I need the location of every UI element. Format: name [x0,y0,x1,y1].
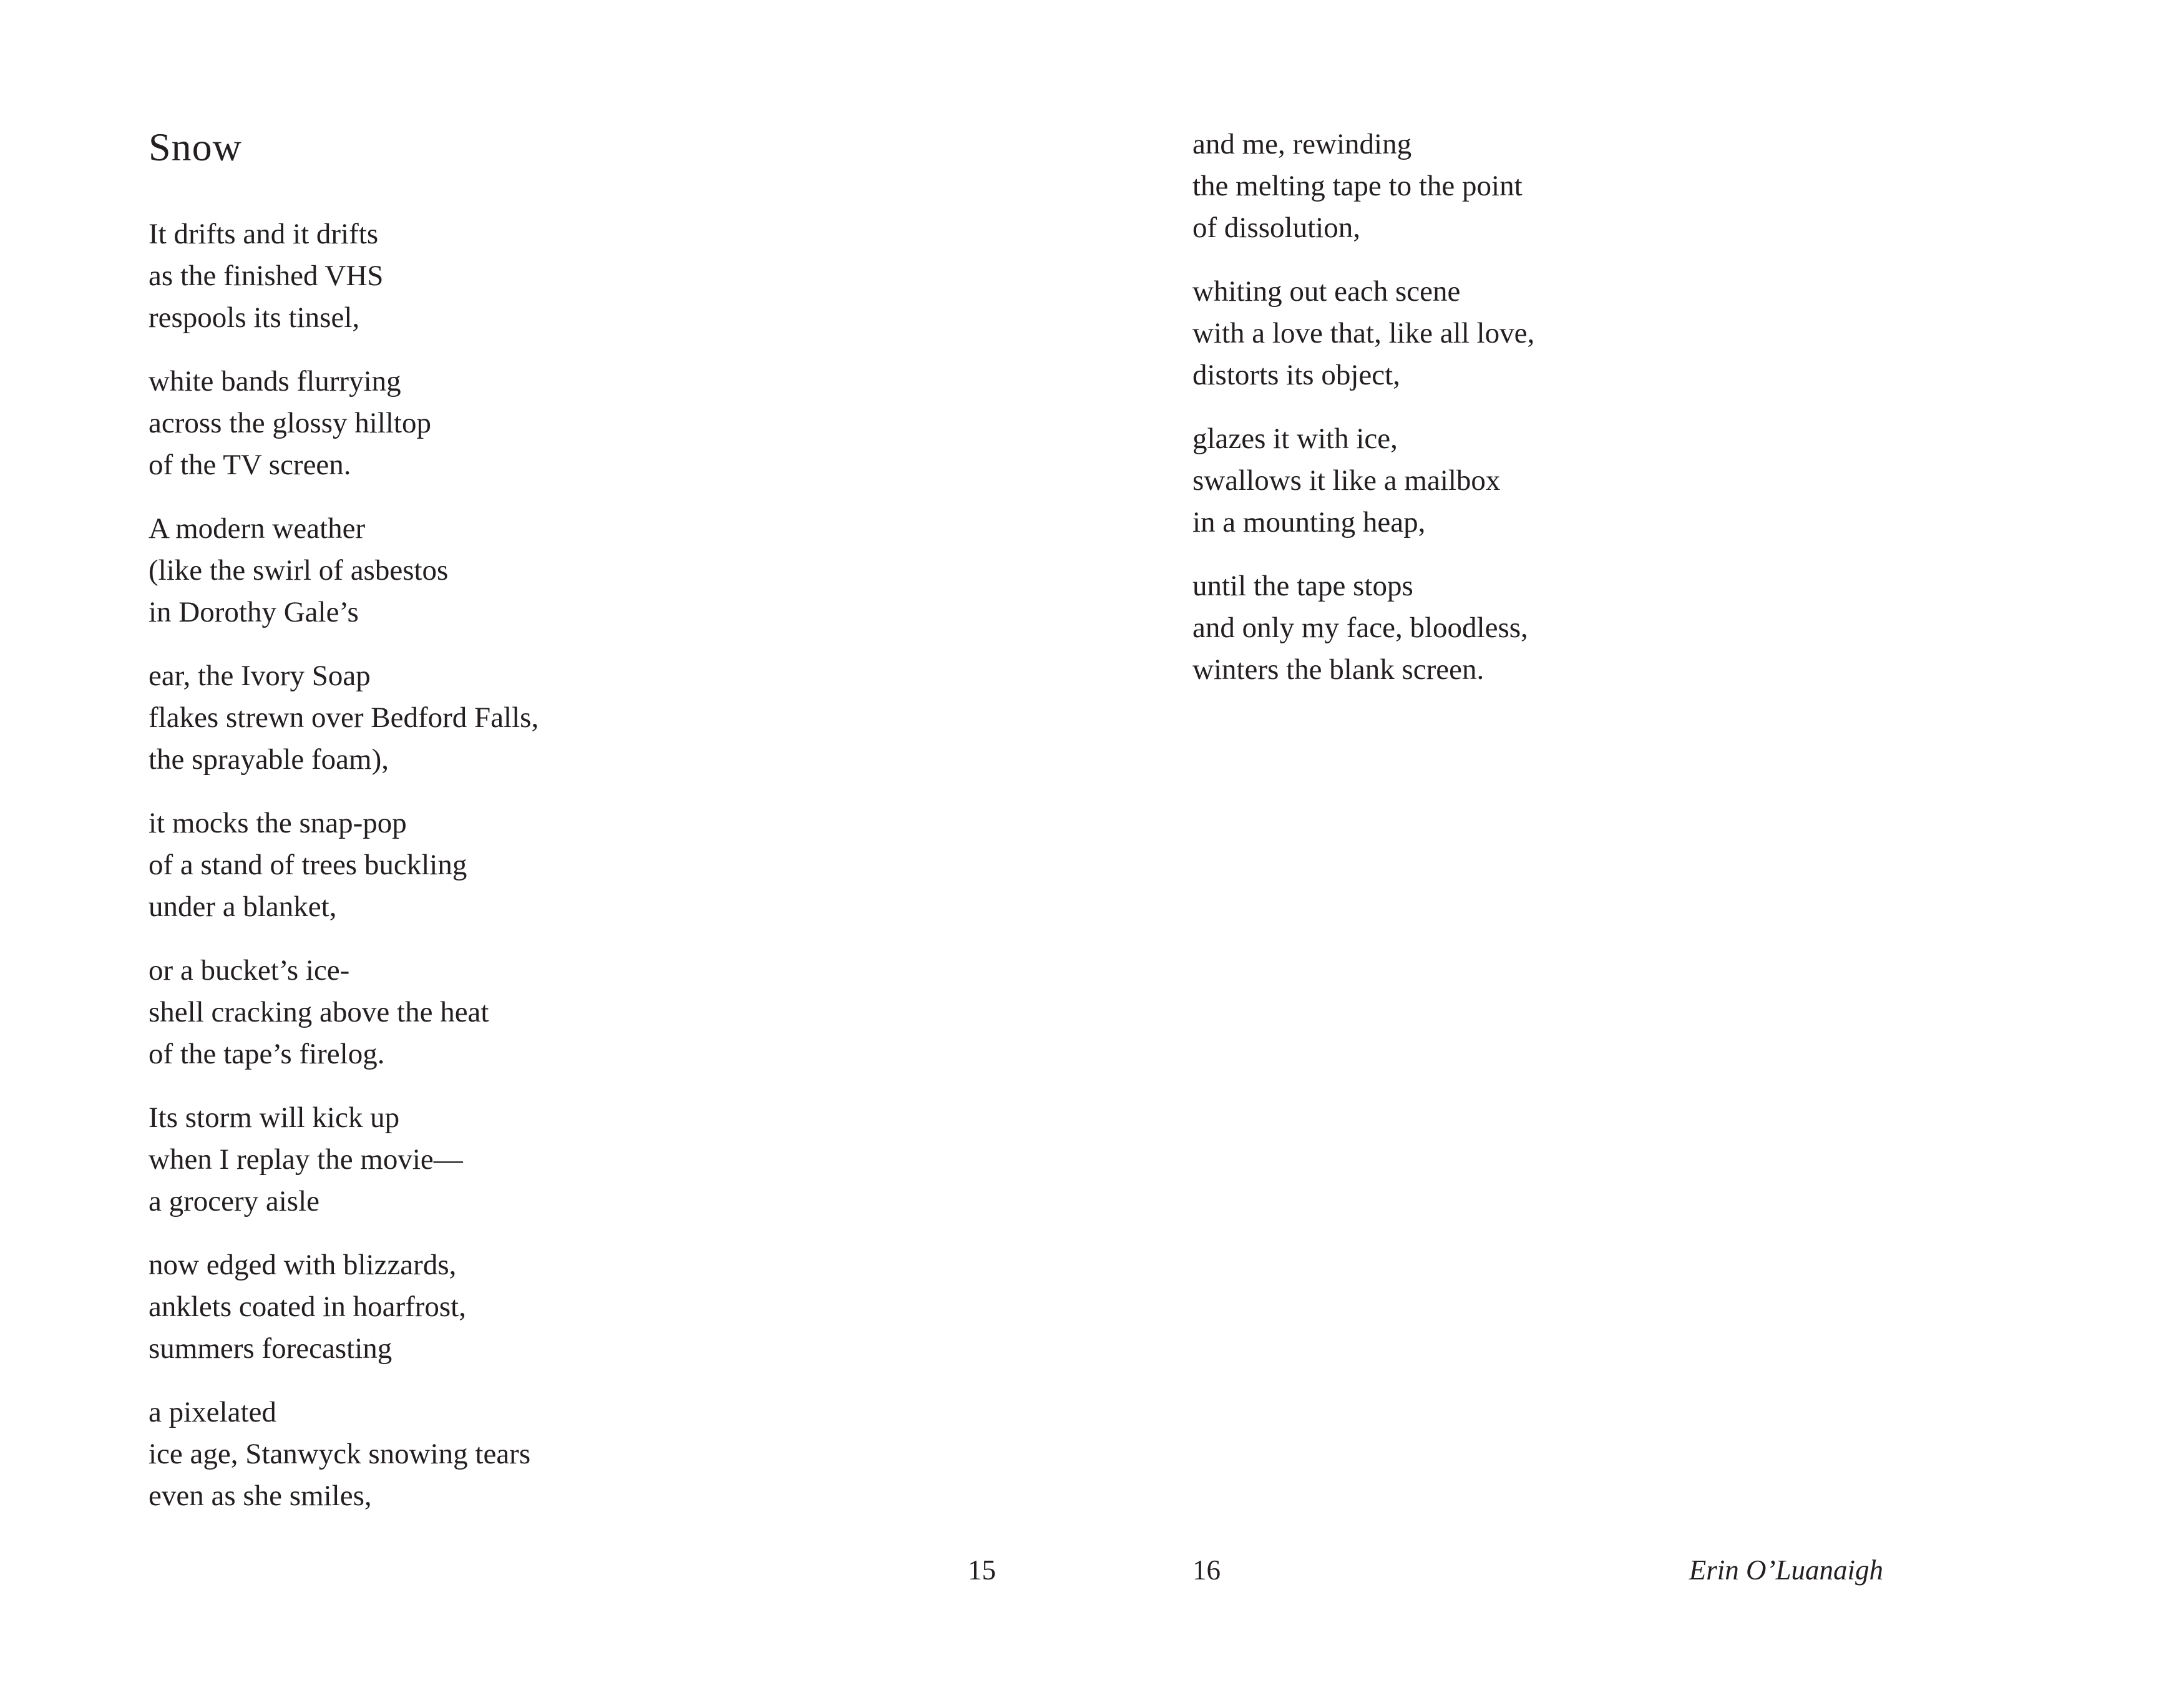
poem-line: summers forecasting [149,1332,392,1365]
right-page-stanzas [1192,124,1534,713]
poem-line: the melting tape to the point [1192,170,1523,202]
poem-line: whiting out each scene [1192,275,1461,308]
poem-line: A modern weather [149,512,366,545]
stanza [149,655,539,781]
right-page [1092,0,2184,1688]
poem-line: as the finished VHS [149,260,384,292]
stanza [149,803,539,928]
poem-line: of dissolution, [1192,212,1360,244]
stanza [149,361,539,486]
poem-line: of the tape’s firelog. [149,1038,385,1070]
poem-line: until the tape stops [1192,570,1413,602]
poem-line: with a love that, like all love, [1192,317,1535,349]
page-number-left: 15 [968,1554,996,1586]
poem-line: swallows it like a mailbox [1192,464,1501,497]
poem-line: ice age, Stanwyck snowing tears [149,1438,531,1470]
poem-title: Snow [149,125,242,169]
poem-line: the sprayable foam), [149,743,389,776]
poem-line: anklets coated in hoarfrost, [149,1290,466,1323]
poem-line: of a stand of trees buckling [149,849,467,881]
poem-line: It drifts and it drifts [149,218,379,250]
poem-line: across the glossy hilltop [149,407,431,439]
stanza [149,1097,539,1222]
stanza [1192,565,1534,691]
stanza [1192,418,1534,544]
author-name: Erin O’Luanaigh [1689,1554,1883,1586]
poem-line: (like the swirl of asbestos [149,554,449,587]
poem-line: respools its tinsel, [149,301,360,334]
poem-line: glazes it with ice, [1192,422,1398,455]
poem-line: when I replay the movie— [149,1143,463,1176]
poem-line: now edged with blizzards, [149,1249,457,1281]
poem-line: of the TV screen. [149,449,351,481]
stanza [149,213,539,339]
poem-line: ear, the Ivory Soap [149,660,371,692]
stanza [149,950,539,1075]
poem-line: a pixelated [149,1396,276,1428]
poem-line: shell cracking above the heat [149,996,489,1028]
stanza [149,1244,539,1370]
poem-line: and only my face, bloodless, [1192,612,1528,644]
page-number-right: 16 [1192,1554,1221,1586]
stanza [149,508,539,633]
poem-line: flakes strewn over Bedford Falls, [149,701,539,734]
poem-line: or a bucket’s ice- [149,954,350,987]
poem-line: under a blanket, [149,890,337,923]
stanza [1192,271,1534,396]
left-page-stanzas [149,213,539,1539]
poem-line: and me, rewinding [1192,128,1412,160]
poem-line: Its storm will kick up [149,1101,400,1134]
poem-line: in Dorothy Gale’s [149,596,359,628]
poem-line: a grocery aisle [149,1185,320,1217]
stanza [1192,124,1534,249]
poem-line: in a mounting heap, [1192,506,1426,539]
stanza [149,1392,539,1517]
poem-line: white bands flurrying [149,365,401,398]
poem-line: even as she smiles, [149,1480,372,1512]
poem-line: distorts its object, [1192,359,1400,391]
poem-line: winters the blank screen. [1192,653,1484,686]
poem-line: it mocks the snap-pop [149,807,407,839]
